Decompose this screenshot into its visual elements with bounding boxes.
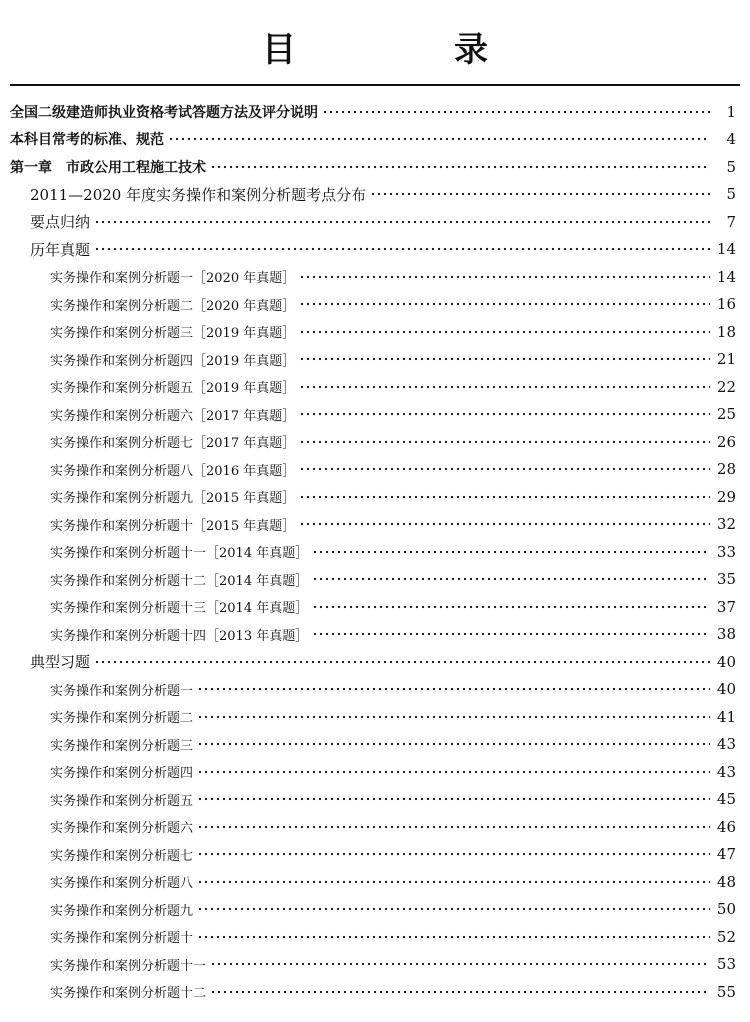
toc-entry[interactable] [0,731,750,759]
dot-leader [210,959,710,969]
toc-entry-title: 要点归纳 [30,213,91,232]
toc-entry-page-number: 14 [716,267,736,286]
toc-entry[interactable] [0,786,750,814]
dot-leader [168,134,710,144]
toc-entry-title: 实务操作和案例分析题二［2020 年真题］ [50,298,296,314]
toc-entry-page-number: 37 [716,597,736,616]
toc-entry-page-number: 32 [716,515,736,534]
toc-entry[interactable] [0,868,750,896]
toc-entry[interactable] [0,263,750,291]
toc-entry-page-number: 14 [716,240,736,259]
toc-entry-title: 历年真题 [30,240,91,259]
toc-entry[interactable] [0,428,750,456]
dot-leader [197,849,710,859]
toc-entry[interactable] [0,758,750,786]
toc-entry-title: 第一章 市政公用工程施工技术 [10,159,206,176]
toc-entry[interactable] [0,896,750,924]
toc-entry-page-number: 35 [716,570,736,589]
dot-leader [197,684,710,694]
dot-leader [312,602,710,612]
toc-entry-page-number: 5 [726,157,736,176]
toc-entry-page-number: 5 [726,185,736,204]
dot-leader [197,822,710,832]
toc-entry-title: 实务操作和案例分析题六［2017 年真题］ [50,408,296,424]
toc-entry[interactable] [0,841,750,869]
dot-leader [299,272,710,282]
toc-entry-title: 实务操作和案例分析题十一 [50,958,207,974]
toc-entry[interactable] [0,401,750,429]
dot-leader [210,162,710,172]
toc-entry-page-number: 18 [716,322,736,341]
toc-entry[interactable] [0,511,750,539]
toc-entry-page-number: 47 [716,845,736,864]
toc-entry[interactable] [0,456,750,484]
toc-entry-title: 实务操作和案例分析题十二 [50,986,207,1002]
toc-entry[interactable] [0,621,750,649]
toc-entry-title: 实务操作和案例分析题十四［2013 年真题］ [50,628,309,644]
toc-entry-title: 实务操作和案例分析题八 [50,876,194,892]
dot-leader [94,244,710,254]
toc-entry-page-number: 4 [726,130,736,149]
toc-entry-title: 实务操作和案例分析题五［2019 年真题］ [50,381,296,397]
toc-entry-title: 实务操作和案例分析题三 [50,738,194,754]
toc-entry[interactable] [0,978,750,1006]
toc-entry-title: 实务操作和案例分析题九［2015 年真题］ [50,491,296,507]
toc-entry[interactable] [0,593,750,621]
dot-leader [210,987,710,997]
toc-entry[interactable] [0,236,750,264]
dot-leader [299,492,710,502]
page-title: 目 录 [262,30,550,70]
toc-entry[interactable] [0,153,750,181]
toc-entry[interactable] [0,181,750,209]
dot-leader [197,712,710,722]
toc-entry[interactable] [0,923,750,951]
toc-entry[interactable] [0,566,750,594]
toc-entry-title: 实务操作和案例分析题八［2016 年真题］ [50,463,296,479]
dot-leader [299,519,710,529]
dot-leader [197,877,710,887]
toc-entry[interactable] [0,126,750,154]
toc-entry-page-number: 46 [716,817,736,836]
toc-entry-page-number: 29 [716,487,736,506]
dot-leader [197,739,710,749]
toc-entry-page-number: 33 [716,542,736,561]
toc-entry[interactable] [0,373,750,401]
dot-leader [299,464,710,474]
toc-entry-page-number: 43 [716,735,736,754]
toc-entry[interactable] [0,98,750,126]
dot-leader [312,574,710,584]
toc-entry[interactable] [0,676,750,704]
toc-entry-title: 实务操作和案例分析题十 [50,931,194,947]
toc-entry-page-number: 55 [716,982,736,1001]
toc-entry[interactable] [0,538,750,566]
dot-leader [299,299,710,309]
toc-entry-title: 实务操作和案例分析题二 [50,711,194,727]
toc-entry-title: 实务操作和案例分析题七［2017 年真题］ [50,436,296,452]
title-divider [10,84,740,86]
toc-entry-page-number: 48 [716,872,736,891]
toc-entry[interactable] [0,483,750,511]
toc-entry[interactable] [0,951,750,979]
toc-entry-page-number: 52 [716,927,736,946]
toc-entry-title: 实务操作和案例分析题七 [50,848,194,864]
toc-list [0,98,750,1006]
toc-entry-title: 实务操作和案例分析题四 [50,766,194,782]
toc-entry-title: 实务操作和案例分析题十一［2014 年真题］ [50,546,309,562]
toc-entry-page-number: 22 [716,377,736,396]
toc-entry-page-number: 16 [716,295,736,314]
toc-entry-page-number: 26 [716,432,736,451]
dot-leader [299,409,710,419]
toc-entry-title: 实务操作和案例分析题九 [50,903,194,919]
toc-entry[interactable] [0,813,750,841]
toc-entry[interactable] [0,703,750,731]
dot-leader [94,657,710,667]
dot-leader [322,107,710,117]
dot-leader [299,327,710,337]
toc-entry-title: 本科目常考的标准、规范 [10,132,164,149]
toc-entry-title: 实务操作和案例分析题十三［2014 年真题］ [50,601,309,617]
toc-entry[interactable] [0,208,750,236]
toc-entry-title: 2011—2020 年度实务操作和案例分析题考点分布 [30,185,367,204]
dot-leader [197,904,710,914]
toc-entry-title: 实务操作和案例分析题三［2019 年真题］ [50,326,296,342]
dot-leader [299,354,710,364]
toc-entry-page-number: 40 [716,680,736,699]
dot-leader [197,794,710,804]
toc-entry-title: 实务操作和案例分析题十［2015 年真题］ [50,518,296,534]
toc-entry-page-number: 28 [716,460,736,479]
dot-leader [197,932,710,942]
toc-entry-page-number: 50 [716,900,736,919]
toc-entry-page-number: 25 [716,405,736,424]
toc-entry-title: 实务操作和案例分析题十二［2014 年真题］ [50,573,309,589]
dot-leader [299,437,710,447]
toc-entry[interactable] [0,648,750,676]
toc-entry-page-number: 43 [716,762,736,781]
dot-leader [299,382,710,392]
toc-entry-title: 典型习题 [30,653,91,672]
toc-entry-title: 全国二级建造师执业资格考试答题方法及评分说明 [10,104,318,121]
dot-leader [370,189,710,199]
toc-entry-page-number: 21 [716,350,736,369]
toc-entry-page-number: 41 [716,707,736,726]
toc-entry[interactable] [0,291,750,319]
toc-entry-title: 实务操作和案例分析题四［2019 年真题］ [50,353,296,369]
dot-leader [312,629,710,639]
toc-entry-title: 实务操作和案例分析题五 [50,793,194,809]
toc-entry-page-number: 38 [716,625,736,644]
toc-entry-title: 实务操作和案例分析题一［2020 年真题］ [50,271,296,287]
toc-entry[interactable] [0,318,750,346]
dot-leader [312,547,710,557]
toc-entry-page-number: 7 [726,212,736,231]
toc-entry-page-number: 53 [716,955,736,974]
toc-entry-page-number: 45 [716,790,736,809]
dot-leader [94,217,710,227]
toc-entry[interactable] [0,346,750,374]
toc-entry-title: 实务操作和案例分析题一 [50,683,194,699]
toc-entry-title: 实务操作和案例分析题六 [50,821,194,837]
toc-entry-page-number: 1 [726,102,736,121]
toc-entry-page-number: 40 [716,652,736,671]
dot-leader [197,767,710,777]
